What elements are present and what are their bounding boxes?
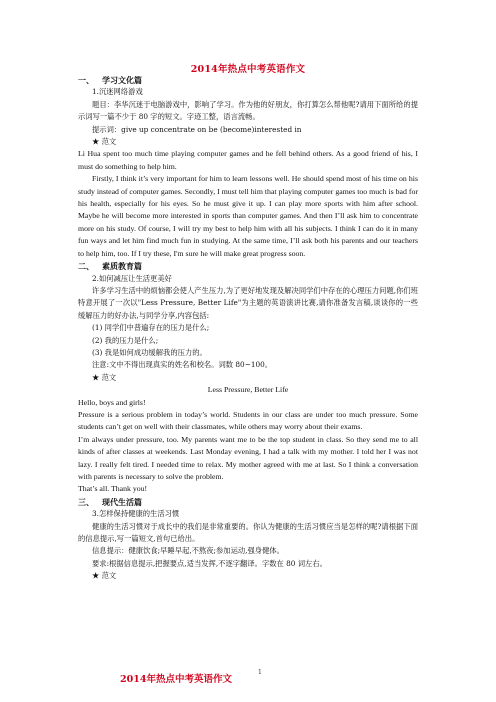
essay-greeting: Hello, boys and girls! bbox=[78, 397, 146, 407]
topic-heading-2: 2.如何减压让生活更美好 bbox=[92, 273, 172, 283]
section-heading-3 bbox=[78, 496, 418, 508]
sample-label-1: ★ 范文 bbox=[92, 137, 117, 147]
essay-paragraph: Pressure is a serious problem in today’s world. Students in our class are under too much pressure. Some students can’t get on well with their classmates, while others may worry about their exams. bbox=[78, 409, 418, 432]
topic-heading-1: 1.沉迷网络游戏 bbox=[92, 87, 143, 97]
sample-label-2: ★ 范文 bbox=[92, 372, 117, 382]
topic-hint-1: 提示词：give up concentrate on be (become)interested in bbox=[92, 124, 302, 134]
prompt-item: (2) 我的压力是什么; bbox=[92, 335, 159, 345]
prompt-item: (1) 同学们中普遍存在的压力是什么; bbox=[92, 323, 210, 333]
essay-paragraph: Firstly, I think it’s very important for him to learn lessons well. He should spend most of his time on his study instead of computer games. Secondly, I must tell him that playing computer games too much is bad for his health, especially for his eyes. So he must give it up. I can play more sports with him after school. Maybe he will become more interested in sports than computer games. And then I’ll ask him to concentrate more on his study. Of course, I will try my best to help him with all his subjects. I think I can do it in many fun ways and let him find much fun in studying. At the same time, I’ll ask both his parents and our teachers to help him, too. If I try these, I'm sure he will make great progress soon. bbox=[78, 174, 418, 258]
section-number: 二、 bbox=[78, 261, 94, 272]
document-body bbox=[78, 74, 418, 583]
topic-info-3: 信息提示：健康饮食;早睡早起,不熬夜;参加运动,强身健体。 bbox=[92, 546, 284, 556]
section-number: 一、 bbox=[78, 75, 94, 85]
document-title: 2014年热点中考英语作文 bbox=[190, 64, 306, 75]
section-heading-1 bbox=[78, 74, 418, 86]
section-heading-2 bbox=[78, 260, 418, 272]
topic-note-2: 注意:文中不得出现真实的姓名和校名。词数 80~100。 bbox=[92, 360, 273, 370]
footer-title: 2014年热点中考英语作文 bbox=[120, 674, 232, 685]
section-title: 学习文化篇 bbox=[102, 75, 142, 85]
section-title: 现代生活篇 bbox=[102, 496, 142, 507]
prompt-item: (3) 我是如何成功缓解我的压力的。 bbox=[92, 347, 207, 357]
topic-prompt-1: 题目：李华沉迷于电脑游戏中，影响了学习。作为他的好朋友，你打算怎么帮他呢?请用下面所给的提示词写一篇不少于 80 字的短文。字迹工整，语言流畅。 bbox=[78, 99, 418, 122]
topic-heading-3: 3.怎样保持健康的生活习惯 bbox=[92, 509, 180, 519]
essay-title: Less Pressure, Better Life bbox=[207, 385, 289, 395]
section-title: 素质教育篇 bbox=[102, 261, 142, 272]
page-number: 1 bbox=[258, 669, 262, 676]
sample-label-3: ★ 范文 bbox=[92, 571, 117, 581]
section-number: 三、 bbox=[78, 496, 94, 507]
topic-prompt-3: 健康的生活习惯对于成长中的我们是非常重要的。你认为健康的生活习惯应当是怎样的呢?请根据下面的信息提示,写一篇短文,首句已给出。 bbox=[78, 521, 418, 544]
essay-paragraph: Li Hua spent too much time playing computer games and he fell behind others. As a good friend of his, I must do something to help him. bbox=[78, 149, 418, 171]
topic-requirement-3: 要求:根据信息提示,把握要点,适当发挥,不逐字翻译。字数在 80 词左右。 bbox=[92, 558, 327, 568]
topic-prompt-2: 许多学习生活中的烦恼都会使人产生压力,为了更好地发现及解决同学们中存在的心理压力问题,你们班特意开展了一次以"Less Pressure, Better Life"为主题的英语演讲比赛,请你准备发言稿,谈谈你的一些缓解压力的好办法,与同学分享,内容包括: bbox=[78, 285, 418, 320]
essay-paragraph: I’m always under pressure, too. My parents want me to be the top student in class. So they send me to all kinds of after classes at weekends. Last Monday evening, I had a talk with my mother. I told her I was not lazy. I really felt tired. I needed time to relax. My mother agreed with me at last. So I think a conversation with parents is necessary to solve the problem. bbox=[78, 434, 418, 481]
essay-closing: That’s all. Thank you! bbox=[78, 484, 148, 494]
